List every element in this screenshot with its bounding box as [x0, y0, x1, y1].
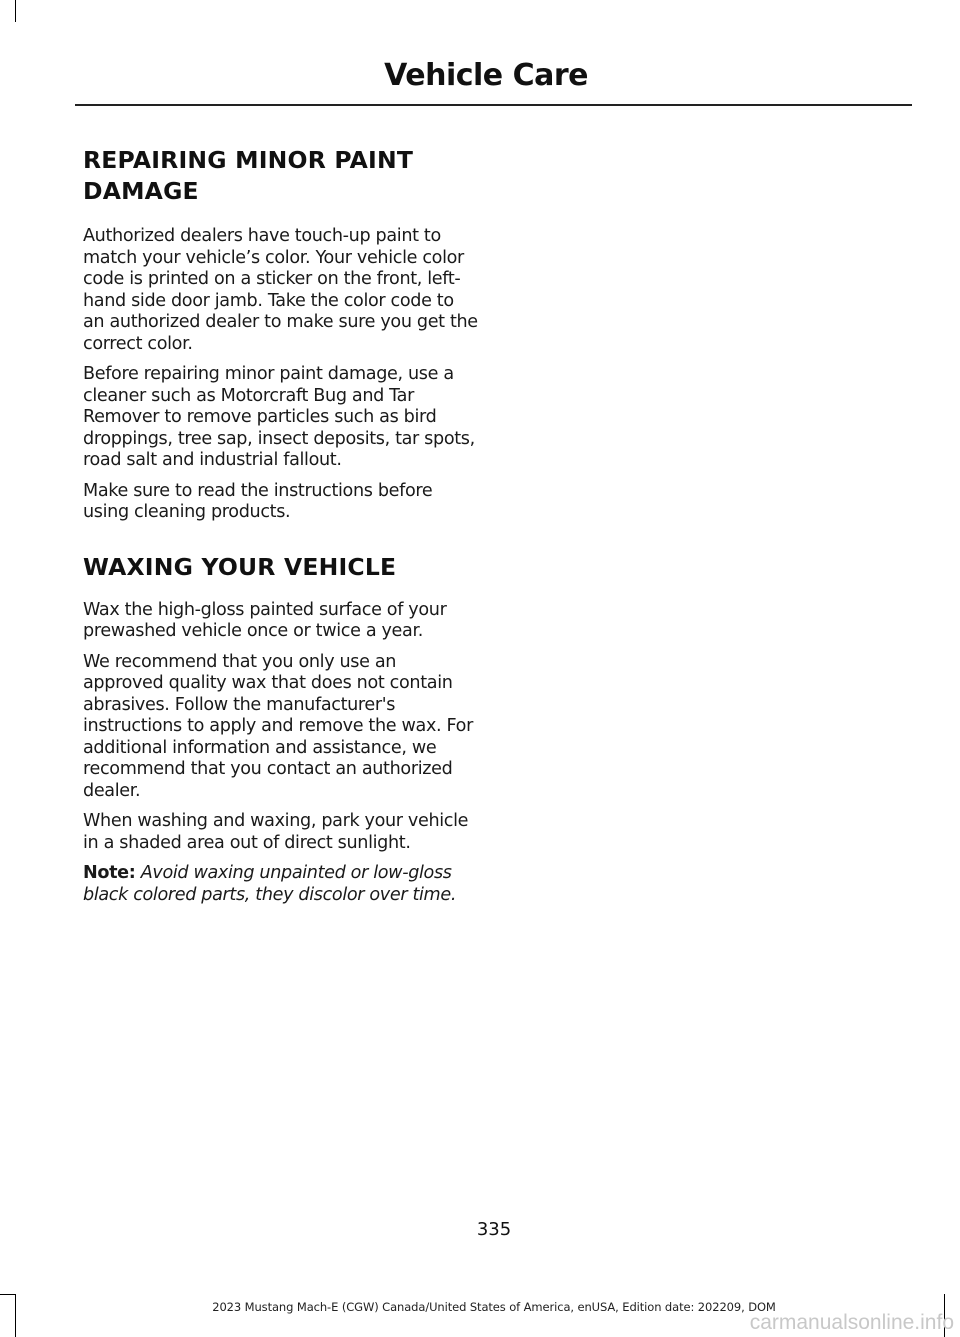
main-column — [83, 145, 478, 915]
section-heading-paint-damage: REPAIRING MINOR PAINT DAMAGE — [83, 146, 414, 205]
paragraph: When washing and waxing, park your vehicle in a shaded area out of direct sunlight. — [83, 811, 469, 853]
note — [83, 863, 478, 906]
page-number: 335 — [476, 1219, 512, 1240]
watermark: carmanualsonline.info — [749, 1311, 954, 1334]
page-header-title: Vehicle Care — [384, 58, 588, 93]
paragraph: Before repairing minor paint damage, use a cleaner such as Motorcraft Bug and Tar Remover to remove particles such as bird droppings, tree sap, insect deposits, tar spots, road salt and industrial fallout. — [83, 364, 475, 470]
paragraph: Authorized dealers have touch-up paint to match your vehicle’s color. Your vehicle color code is printed on a sticker on the front, left-hand side door jamb. Take the color code to an authorized dealer to make sure you get the correct color. — [83, 226, 478, 354]
crop-mark-bottom-left-horizontal — [0, 1294, 16, 1295]
section-heading-waxing: WAXING YOUR VEHICLE — [83, 552, 397, 581]
paragraph: Wax the high-gloss painted surface of your prewashed vehicle once or twice a year. — [83, 599, 447, 641]
note-text: Avoid waxing unpainted or low-gloss black colored parts, they discolor over time. — [83, 863, 457, 905]
crop-mark-top-left — [15, 0, 16, 22]
paragraph: Make sure to read the instructions before using cleaning products. — [83, 480, 433, 522]
header-divider — [75, 104, 912, 106]
paragraph: We recommend that you only use an approved quality wax that does not contain abrasives. Follow the manufacturer's instructions to apply and remove the wax. For additional information and assistance, we recommend that you contact an authorized dealer. — [83, 651, 473, 801]
note-label: Note: — [83, 863, 136, 883]
footer-edition-info: 2023 Mustang Mach-E (CGW) Canada/United States of America, enUSA, Edition date: 202209, DOM — [212, 1300, 776, 1314]
